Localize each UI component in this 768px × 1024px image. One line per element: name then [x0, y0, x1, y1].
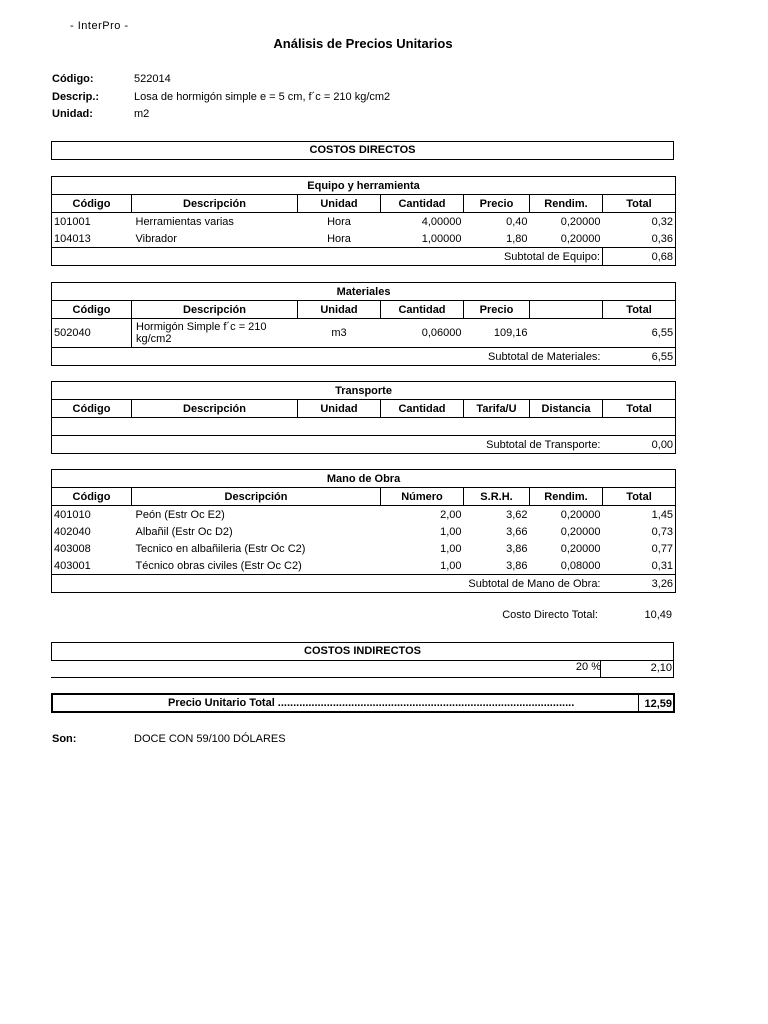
cell-srh: 3,62 — [506, 508, 528, 521]
codigo-value: 522014 — [134, 73, 171, 85]
col-header: Descripción — [132, 301, 298, 319]
col-header: Cantidad — [381, 301, 464, 319]
col-header: Precio — [464, 195, 530, 213]
col-header: Unidad — [298, 301, 381, 319]
col-header: Distancia — [530, 400, 603, 418]
cell-precio: 1,80 — [506, 232, 528, 245]
indirectos-value: 2,10 — [650, 662, 672, 674]
col-header: Descripción — [132, 195, 298, 213]
col-header: S.R.H. — [464, 488, 530, 506]
cell-descripcion: Albañil (Estr Oc D2) — [135, 525, 233, 538]
cell-total: 1,45 — [603, 506, 676, 524]
table-row — [52, 523, 676, 540]
col-header: Total — [603, 301, 676, 319]
cell-descripcion: Tecnico en albañileria (Estr Oc C2) — [135, 542, 306, 555]
cell-unidad: m3 — [331, 327, 347, 339]
table-row — [52, 418, 676, 436]
mano-obra-subtotal-value: 3,26 — [603, 575, 676, 593]
col-header: Cantidad — [381, 195, 464, 213]
cell-rendim: 0,20000 — [560, 525, 601, 538]
cell-numero: 1,00 — [440, 525, 462, 538]
cell-total: 0,73 — [603, 523, 676, 540]
col-header: Total — [603, 195, 676, 213]
transporte-subtotal-value: 0,00 — [603, 436, 676, 454]
indirectos-row — [51, 660, 674, 678]
col-header: Unidad — [298, 400, 381, 418]
brand-label: - InterPro - — [70, 20, 129, 32]
cell-descripcion: Vibrador — [135, 232, 177, 245]
col-header — [530, 301, 603, 319]
col-header: Código — [52, 400, 132, 418]
cell-total: 0,32 — [603, 213, 676, 231]
col-header: Código — [52, 488, 132, 506]
transporte-section-title: Transporte — [52, 382, 676, 400]
table-row — [52, 557, 676, 575]
cell-codigo: 403001 — [52, 557, 132, 575]
col-header: Descripción — [132, 400, 298, 418]
col-header: Código — [52, 301, 132, 319]
cell-empty — [530, 319, 603, 348]
materiales-subtotal-value: 6,55 — [603, 348, 676, 366]
costo-directo-total-value: 10,49 — [644, 609, 672, 621]
cell-cantidad: 1,00000 — [421, 232, 462, 245]
empty-row — [52, 418, 603, 436]
col-header: Unidad — [298, 195, 381, 213]
cell-unidad: Hora — [327, 232, 351, 245]
cell-codigo: 502040 — [52, 319, 132, 348]
descrip-label: Descrip.: — [52, 91, 100, 103]
mano-obra-table — [51, 469, 676, 593]
cell-cantidad: 0,06000 — [421, 327, 462, 339]
descrip-value: Losa de hormigón simple e = 5 cm, f´c = 210 kg/cm2 — [134, 91, 391, 103]
cell-empty — [603, 418, 676, 436]
transporte-subtotal-label: Subtotal de Transporte: — [52, 436, 603, 454]
table-row — [52, 540, 676, 557]
col-header: Tarifa/U — [464, 400, 530, 418]
unidad-value: m2 — [134, 108, 150, 120]
cell-numero: 1,00 — [440, 559, 462, 572]
table-row — [52, 506, 676, 524]
cell-codigo: 101001 — [52, 213, 132, 231]
cell-srh: 3,66 — [506, 525, 528, 538]
cell-rendim: 0,20000 — [560, 232, 601, 245]
table-row — [52, 319, 676, 348]
cell-srh: 3,86 — [506, 542, 528, 555]
cell-rendim: 0,20000 — [560, 542, 601, 555]
cell-codigo: 402040 — [52, 523, 132, 540]
col-header: Código — [52, 195, 132, 213]
equipo-subtotal-label: Subtotal de Equipo: — [52, 248, 603, 266]
cell-rendim: 0,20000 — [560, 508, 601, 521]
son-label: Son: — [52, 733, 77, 745]
cell-codigo: 401010 — [52, 506, 132, 524]
col-header: Descripción — [132, 488, 381, 506]
cell-total: 0,31 — [603, 557, 676, 575]
unidad-label: Unidad: — [52, 108, 93, 120]
col-header: Rendim. — [530, 488, 603, 506]
indirectos-percent: 20 % — [575, 661, 601, 673]
cell-numero: 2,00 — [440, 508, 462, 521]
cell-total: 0,36 — [603, 230, 676, 248]
page-title: Análisis de Precios Unitarios — [273, 36, 453, 51]
cell-descripcion: Peón (Estr Oc E2) — [135, 508, 225, 521]
col-header: Precio — [464, 301, 530, 319]
son-value: DOCE CON 59/100 DÓLARES — [134, 733, 286, 745]
transporte-table — [51, 381, 676, 454]
precio-unitario-label: Precio Unitario Total ................................................................................................. — [168, 697, 575, 709]
cell-codigo: 104013 — [52, 230, 132, 248]
cell-total: 6,55 — [603, 319, 676, 348]
materiales-section-title: Materiales — [52, 283, 676, 301]
mano-obra-section-title: Mano de Obra — [52, 470, 676, 488]
costo-directo-total-label: Costo Directo Total: — [502, 609, 598, 621]
materiales-subtotal-label: Subtotal de Materiales: — [52, 348, 603, 366]
cell-srh: 3,86 — [506, 559, 528, 572]
cell-numero: 1,00 — [440, 542, 462, 555]
equipo-table — [51, 176, 676, 266]
col-header: Total — [603, 400, 676, 418]
precio-unitario-value: 12,59 — [644, 698, 672, 710]
mano-obra-subtotal-label: Subtotal de Mano de Obra: — [52, 575, 603, 593]
equipo-section-title: Equipo y herramienta — [52, 177, 676, 195]
table-row — [52, 230, 676, 248]
cell-descripcion: Técnico obras civiles (Estr Oc C2) — [135, 559, 302, 572]
cell-precio: 109,16 — [493, 327, 528, 339]
cell-unidad: Hora — [327, 215, 351, 228]
col-header: Cantidad — [381, 400, 464, 418]
equipo-subtotal-value: 0,68 — [603, 248, 676, 266]
col-header: Rendim. — [530, 195, 603, 213]
cell-precio: 0,40 — [506, 215, 528, 228]
materiales-table — [51, 282, 676, 366]
cell-descripcion: Herramientas varias — [135, 215, 234, 228]
cell-rendim: 0,08000 — [560, 559, 601, 572]
cell-codigo: 403008 — [52, 540, 132, 557]
precio-unitario-divider — [638, 695, 639, 711]
table-row — [52, 213, 676, 231]
col-header: Número — [381, 488, 464, 506]
cell-rendim: 0,20000 — [560, 215, 601, 228]
codigo-label: Código: — [52, 73, 94, 85]
cell-cantidad: 4,00000 — [421, 215, 462, 228]
costos-directos-banner: COSTOS DIRECTOS — [51, 141, 674, 160]
cell-descripcion: Hormigón Simple f´c = 210 kg/cm2 — [136, 321, 267, 345]
cell-total: 0,77 — [603, 540, 676, 557]
col-header: Total — [603, 488, 676, 506]
costos-indirectos-banner: COSTOS INDIRECTOS — [51, 642, 674, 661]
